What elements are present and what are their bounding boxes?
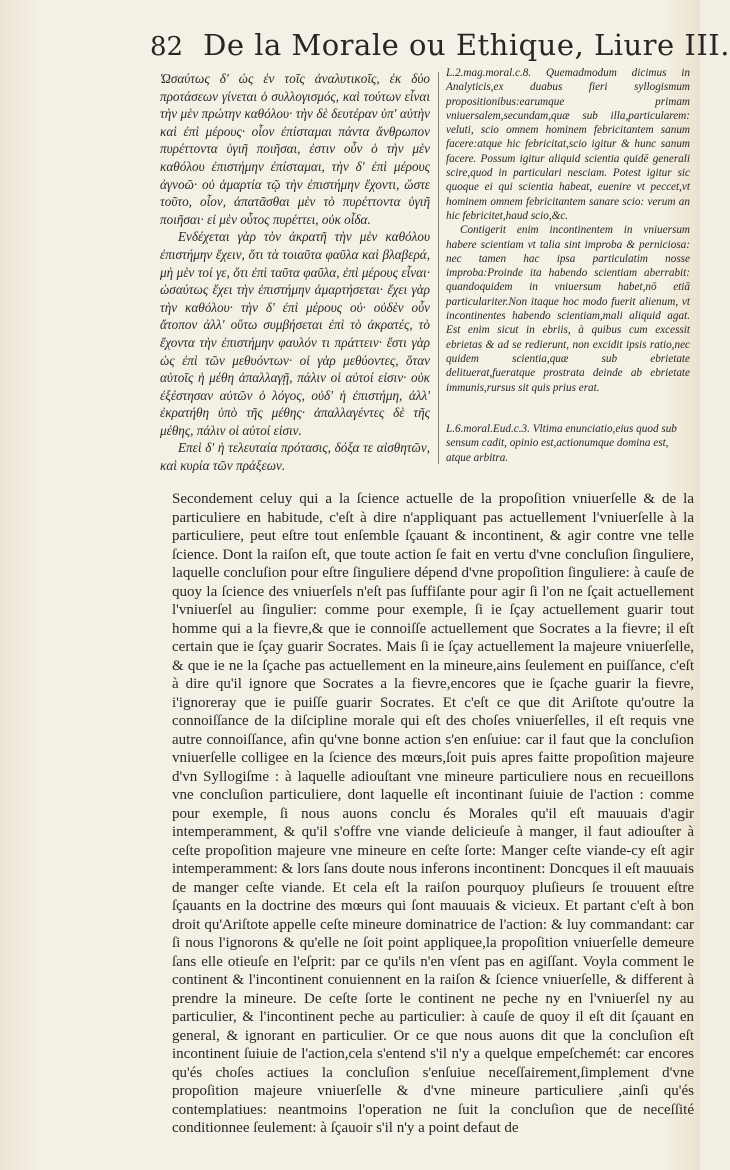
running-title: De la Morale ou Ethique, Liure III. [203, 28, 730, 62]
french-body [172, 490, 694, 1160]
latin-marginal-note [446, 422, 690, 474]
latin-note-reference: L.6.moral.Eud.c.3. [446, 423, 530, 435]
latin-paragraph-2: Contigerit enim incontinentem in vniuersum habere scientiam vt talia sint improba & perniciosa: nec tamen hac ipsa particulatim nosse improba:Proinde ita habendo scientiam aberrabit: quandoquidem in vniuersum habet,nō etiā particulariter.Non itaque hoc modo fuerit alienum, vt incontinentes habendo scientiam,mali aliquid agat. Est enim sicut in ebriis, à quibus cum excessit ebrietas & ad se redierunt, non excidit ipsis ratio,nec quidem scientia,quæ sub ebrietate delituerat,fueratque prostrata deinde ab ebrietate immunis,rursus sit quis prius erat. [446, 224, 690, 394]
greek-column [160, 70, 430, 474]
column-divider [438, 72, 439, 464]
latin-column [446, 66, 690, 470]
greek-paragraph-2: Ενδέχεται γὰρ τὸν ἀκρατῆ τὴν μὲν καθόλου ἐπιστήμην ἔχειν, ὅτι τὰ τοιαῦτα φαῦλα καὶ βλαβερά, μὴ μὲν τοί γε, ὅτι ἐπὶ ταῦτα φαῦλα, ἐπὶ μέρους εἶναι· ὡσαύτως ἔχει τὴν ἐπιστήμην ἁμαρτήσεται· ἔχει γὰρ τὴν καθόλου· τὴν δ' ἐπὶ μέρους οὐ· οὐδὲν οὖν ἄτοπον ἀλλ' οὕτω συμβήσεται ἐπὶ τὸ ἀκρατές, τὸ ἔχοντα τὴν ἐπιστήμην φαυλόν τι πράττειν· ἔστι γὰρ ὡς ἐπὶ τῶν μεθυόντων· οἱ γὰρ μεθύοντες, ὅταν αὐτοῖς ἡ μέθη ἀπαλλαγῇ, πάλιν οἱ αὐτοί εἰσιν· οὐκ ἐξέστησαν αὐτῶν ὁ λόγος, οὐδ' ἡ ἐπιστήμη, ἀλλ' ἐκρατήθη ὑπὸ τῆς μέθης· ἀπαλλαγέντες δὲ τῆς μέθης, πάλιν οἱ αὐτοί εἰσιν. [160, 229, 430, 438]
greek-paragraph-3: Επεὶ δ' ἡ τελευταία πρότασις, δόξα τε αἰσθητῶν, καὶ κυρία τῶν πράξεων. [160, 440, 430, 474]
french-paragraph: Secondement celuy qui a la ſcience actuelle de la propoſition vniuerſelle & de la particuliere en habitude, c'eſt à dire n'appliquant pas actuellement l'vniuerſelle à la particuliere, peut eſtre tout enſemble ſçauant & incontinent, & agir contre vne telle ſcience. Dont la raiſon eſt, que toute action ſe fait en vertu d'vne concluſion ſinguliere, laquelle concluſion pour eſtre ſinguliere dépend d'vne propoſition ſinguliere: à cauſe de quoy la ſcience des vniuerſels n'eſt pas ſuffiſante pour agir ſi l'on ne ſçait actuellement l'vniuerſel au ſingulier: comme pour exemple, ſi ie ſçay actuellement guarir tout homme qui a la fievre,& que ie connoiſſe actuellement que Socrates a la fievre; il eſt certain que ie ſçay guarir Socrates. Mais ſi ie ſçay actuellement la majeure vniuerſelle, & que ie ne la ſçache pas actuellement en la mineure,ains ſeulement en puiſſance, c'eſt à dire qu'il ignore que Socrates a la fievre,encores que ie ſçache guarir la fievre, i'ignoreray que ie puiſſe guarir Socrates. Et c'eſt ce que dit Ariſtote qu'outre la connoiſſance de la diſcipline morale qui eſt des choſes vniuerſelles, il eſt requis vne autre connoiſſance, afin qu'vne bonne action s'en enſuiue: car il faut que la concluſion vniuerſelle colligee en la ſcience des mœurs,ſoit puis apres faitte propoſition majeure d'vn Syllogiſme : à laquelle adiouſtant vne mineure particuliere nous en recueillons vne concluſion particuliere, dont laquelle eſt incontinant ſuiuie de l'action : comme pour exemple, ſi nous auons conclu és Morales qu'il eſt mauuais d'agir intemperamment, & qu'il s'offre vne viande delicieuſe à manger, il faut adiouſter à ceſte propoſition majeure vne mineure en ceſte ſorte: Manger ceſte viande-cy eſt agir intemperamment: & lors ſans doute nous inferons incontinent: Doncques il eſt mauuais de manger ceſte viande. Et cela eſt la raiſon pourquoy pluſieurs ſe trouuent eſtre ſçauants en la doctrine des mœurs qui ſont mauuais & vicieux. Et partant c'eſt à bon droit qu'Ariſtote appelle ceſte mineure dominatrice de l'action: & luy commandant: car ſi nous l'ignorons & qu'elle ne ſoit point appliquee,la propoſition vniuerſelle demeure ſans elle otieuſe en l'eſprit: par ce qu'ils n'en vſent pas en agiſſant. Voyla comment le continent & l'incontinent conuiennent en la raiſon & ſcience vniuerſelle, & different à prendre la mineure. De ceſte ſorte le continent ne peche ny en l'vniuerſel ny au particulier, & l'incontinent peche au particulier: à cauſe de quoy il eſt dit ſçauant en general, & ignorant en particulier. Or ce que nous auons dit que la concluſion eſt incontinent ſuiuie de l'action,cela s'entend s'il n'y a quelque empeſchemét: car encores qu'és choſes actiues la concluſion s'enſuiue neceſſairement,ſimplement d'vne propoſition majeure vniuerſelle & d'vne mineure particuliere ,ainſi qu'és contemplatiues: neantmoins l'operation ne ſuit la concluſion que de neceſſité conditionnee ſeulement: à ſçauoir s'il n'y a point defaut de [172, 491, 694, 1136]
latin-paragraph-1: L.2.mag.moral.c.8. Quemadmodum dicimus in Analyticis,ex duabus fieri syllogismum propositionibus:earumque primam vniuersalem,secundam,quæ sub illa,particularem: veluti, scio omnem hominem febricitantem sanum facere:atque hic febricitat,scio igitur & hunc sanum facere. Possum igitur aliquid scientia quidē generali scire,quod in particulari nesciam. Potest igitur sic quoque ei qui scientia habeat, euenire vt peccet,vt hominem omnem febricitantem sanare scio: verum an hic febricitet,haud scio,&c. [446, 67, 690, 222]
greek-paragraph-1: Ὡσαύτως δ' ὡς ἐν τοῖς ἀναλυτικοῖς, ἐκ δύο προτάσεων γίνεται ὁ συλλογισμός, καὶ τούτων εἶναι τὴν μὲν πρώτην καθόλου· τὴν δὲ δευτέραν ὑπ' αὐτὴν καὶ ἐπὶ μέρους· οἷον ἐπίσταμαι πάντα ἄνθρωπον πυρέττοντα ὑγιῆ ποιῆσαι, ἐστιν οὖν ὁ τὴν μὲν καθόλου ἐπιστήμην ἐπίσταμαι, τὴν δ' ἐπὶ μέρους ἀγνοῶ· οὐ ἁμαρτία τῷ τὴν ἐπιστήμην ἔχοντι, ὥστε τοῦτο, οἷον, ἀπατᾶσθαι μὲν τὸ πυρέττοντα ὑγιῆ ποιῆσαι· εἰ μὲν οὗτος πυρέττει, οὐκ οἶδα. [160, 71, 430, 227]
page-number: 82 [150, 32, 184, 62]
latin-note-text: Vltima enunciatio,eius quod sub sensum cadit, opinio est,actionumque domina est, atque arbitra. [446, 423, 677, 464]
